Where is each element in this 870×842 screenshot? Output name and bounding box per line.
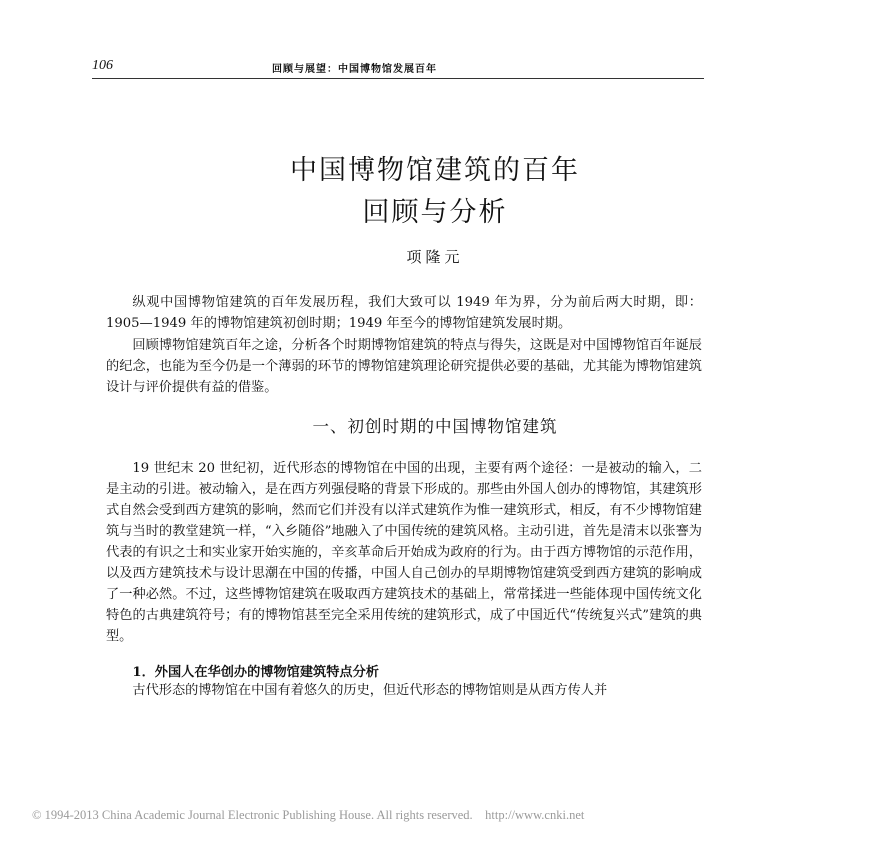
author-name: 项隆元: [406, 248, 464, 266]
header-rule: [92, 78, 704, 79]
title-line-2: 回顾与分析: [362, 197, 508, 228]
paragraph-4: 古代形态的博物馆在中国有着悠久的历史，但近代形态的博物馆则是从西方传人并: [132, 683, 608, 698]
copyright-notice: © 1994-2013 China Academic Journal Electronic Publishing House. All rights reserved. http://www.cnki.net: [32, 808, 585, 822]
subheading: 1．外国人在华创办的博物馆建筑特点分析: [132, 665, 379, 680]
running-head: 回顾与展望：中国博物馆发展百年: [272, 64, 437, 75]
article-title: [0, 150, 870, 234]
title-line-1: 中国博物馆建筑的百年: [290, 155, 580, 186]
running-header: [92, 58, 704, 78]
paragraph-2: 回顾博物馆建筑百年之途，分析各个时期博物馆建筑的特点与得失，这既是对中国博物馆百年诞辰的纪念，也能为至今仍是一个薄弱的环节的博物馆建筑理论研究提供必要的基础，尤其能为博物馆建筑设计与评价提供有益的借鉴。: [106, 338, 702, 395]
page-number: 106: [92, 58, 113, 73]
paragraph-3: 19 世纪末 20 世纪初，近代形态的博物馆在中国的出现，主要有两个途径：一是被动的输入，二是主动的引进。被动输入，是在西方列强侵略的背景下形成的。那些由外国人创办的博物馆，其建筑形式自然会受到西方建筑的影响，然而它们并没有以洋式建筑作为惟一建筑形式，相反，有不少博物馆建筑与当时的教堂建筑一样，“入乡随俗”地融入了中国传统的建筑风格。主动引进，首先是清末以张謇为代表的有识之士和实业家开始实施的，辛亥革命后开始成为政府的行为。由于西方博物馆的示范作用，以及西方建筑技术与设计思潮在中国的传播，中国人自己创办的早期博物馆建筑受到西方建筑的影响成了一种必然。不过，这些博物馆建筑在吸取西方建筑技术的基础上，常常揉进一些能体现中国传统文化特色的古典建筑符号；有的博物馆甚至完全采用传统的建筑形式，成了中国近代“传统复兴式”建筑的典型。: [106, 461, 702, 644]
paragraph-1: 纵观中国博物馆建筑的百年发展历程，我们大致可以 1949 年为界，分为前后两大时期，即：1905—1949 年的博物馆建筑初创时期；1949 年至今的博物馆建筑发展时期。: [106, 295, 702, 331]
section-heading: 一、初创时期的中国博物馆建筑: [312, 417, 558, 436]
